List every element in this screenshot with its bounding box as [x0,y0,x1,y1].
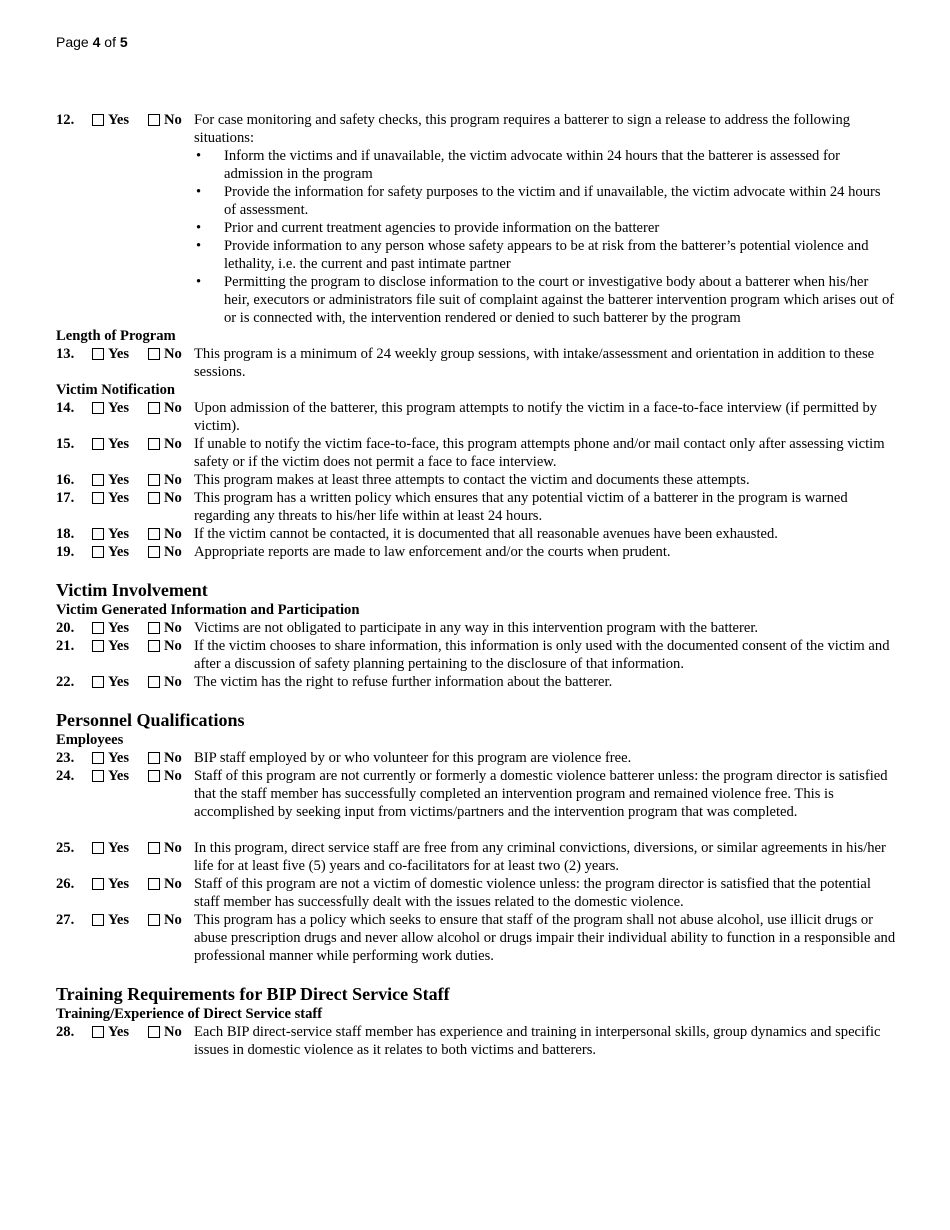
page-current: 4 [92,34,101,50]
yes-checkbox[interactable] [92,842,104,854]
no-label: No [164,472,182,488]
no-label: No [164,768,182,784]
no-checkbox[interactable] [148,528,160,540]
no-option[interactable] [148,619,182,637]
yes-checkbox[interactable] [92,492,104,504]
question-text: Staff of this program are not currently or formerly a domestic violence batterer unless: the program director is satisfied that the staff member has successfully completed an intervention program and remained violence free. This is accomplished by seeking input from victims/partners and the intervention program that was completed. [194,768,888,820]
yes-checkbox[interactable] [92,438,104,450]
question-26 [56,875,896,911]
no-label: No [164,620,182,636]
question-text: If the victim chooses to share information, this information is only used with the documented consent of the victim and after a discussion of safety planning pertaining to the disclosure of that information. [194,638,890,672]
yes-label: Yes [108,544,130,560]
yes-option[interactable] [92,489,148,507]
yes-no-options [92,839,194,857]
document-body [56,111,896,1059]
list-item: • Prior and current treatment agencies to provide information on the batterer [194,219,896,237]
yes-no-options [92,637,194,655]
question-number: 22. [56,674,75,690]
no-option[interactable] [148,839,182,857]
section-training-requirements: Training Requirements for BIP Direct Service Staff [56,984,450,1004]
question-number: 12. [56,112,75,128]
no-label: No [164,436,182,452]
question-text: This program has a policy which seeks to ensure that staff of the program shall not abuse alcohol, use illicit drugs or abuse prescription drugs and never allow alcohol or drugs impair their individual ability to function in a responsible and professional manner while performing work duties. [194,912,896,964]
yes-no-options [92,767,194,785]
question-text: Each BIP direct-service staff member has experience and training in interpersonal skills, group dynamics and specific issues in domestic violence as it relates to both victims and batterers. [194,1024,881,1058]
yes-label: Yes [108,346,130,362]
yes-label: Yes [108,876,130,892]
yes-no-options [92,875,194,893]
no-option[interactable] [148,673,182,691]
yes-no-options [92,911,194,929]
spacer [56,561,896,579]
question-25 [56,839,896,875]
list-item: • Provide information to any person whose safety appears to be at risk from the batterer’s potential violence and lethality, i.e. the current and past intimate partner [194,237,896,273]
page-word: Page [56,34,89,50]
yes-option[interactable] [92,749,148,767]
yes-option[interactable] [92,767,148,785]
yes-checkbox[interactable] [92,114,104,126]
yes-label: Yes [108,490,130,506]
list-item: • Provide the information for safety purposes to the victim and if unavailable, the victim advocate within 24 hours of assessment. [194,183,896,219]
yes-option[interactable] [92,111,148,129]
question-18 [56,525,896,543]
page-number [56,34,128,50]
yes-no-options [92,749,194,767]
no-option[interactable] [148,1023,182,1041]
no-option[interactable] [148,399,182,417]
yes-checkbox[interactable] [92,348,104,360]
no-checkbox[interactable] [148,676,160,688]
yes-checkbox[interactable] [92,528,104,540]
no-checkbox[interactable] [148,438,160,450]
no-label: No [164,544,182,560]
section-length-of-program: Length of Program [56,328,176,344]
yes-label: Yes [108,620,130,636]
yes-checkbox[interactable] [92,752,104,764]
no-option[interactable] [148,471,182,489]
question-14 [56,399,896,435]
yes-checkbox[interactable] [92,622,104,634]
yes-option[interactable] [92,875,148,893]
question-text: This program makes at least three attempts to contact the victim and documents these attempts. [194,472,750,488]
yes-checkbox[interactable] [92,640,104,652]
no-label: No [164,840,182,856]
yes-checkbox[interactable] [92,770,104,782]
question-19 [56,543,896,561]
question-15 [56,435,896,471]
no-checkbox[interactable] [148,546,160,558]
no-label: No [164,638,182,654]
yes-no-options [92,399,194,417]
question-13 [56,345,896,381]
no-option[interactable] [148,111,182,129]
yes-label: Yes [108,768,130,784]
no-checkbox[interactable] [148,878,160,890]
question-number: 17. [56,490,75,506]
no-option[interactable] [148,911,182,929]
yes-label: Yes [108,912,130,928]
yes-option[interactable] [92,525,148,543]
no-option[interactable] [148,767,182,785]
yes-no-options [92,673,194,691]
no-checkbox[interactable] [148,1026,160,1038]
no-label: No [164,750,182,766]
question-number: 23. [56,750,75,766]
yes-label: Yes [108,1024,130,1040]
no-checkbox[interactable] [148,622,160,634]
yes-option[interactable] [92,471,148,489]
page-total: 5 [119,34,128,50]
no-option[interactable] [148,489,182,507]
spacer [56,965,896,983]
yes-checkbox[interactable] [92,402,104,414]
section-training-experience: Training/Experience of Direct Service staff [56,1006,323,1022]
no-checkbox[interactable] [148,114,160,126]
no-checkbox[interactable] [148,914,160,926]
question-28 [56,1023,896,1059]
yes-option[interactable] [92,637,148,655]
yes-label: Yes [108,400,130,416]
question-text [194,111,896,327]
question-number: 18. [56,526,75,542]
yes-no-options [92,345,194,363]
question-text: This program has a written policy which ensures that any potential victim of a batterer in the program is warned regarding any threats to his/her life within at least 24 hours. [194,490,848,524]
release-situations-list [194,147,896,327]
yes-option[interactable] [92,543,148,561]
yes-no-options [92,435,194,453]
yes-checkbox[interactable] [92,546,104,558]
no-label: No [164,674,182,690]
no-checkbox[interactable] [148,492,160,504]
question-number: 14. [56,400,75,416]
question-text: In this program, direct service staff are free from any criminal convictions, diversions, or similar agreements in his/her life for at least five (5) years and co-facilitators for at least two (2) years. [194,840,886,874]
no-checkbox[interactable] [148,474,160,486]
yes-no-options [92,111,194,129]
yes-label: Yes [108,750,130,766]
yes-option[interactable] [92,619,148,637]
yes-label: Yes [108,436,130,452]
question-20 [56,619,896,637]
question-number: 15. [56,436,75,452]
question-16 [56,471,896,489]
no-option[interactable] [148,525,182,543]
yes-label: Yes [108,674,130,690]
list-item: • Permitting the program to disclose information to the court or investigative body about a batterer when his/her heir, executors or administrators file suit of complaint against the batterer intervention program which arises out of or is connected with, the intervention rendered or denied to such batterer by the program [194,273,896,327]
no-label: No [164,912,182,928]
yes-no-options [92,489,194,507]
yes-label: Yes [108,638,130,654]
section-victim-involvement: Victim Involvement [56,580,208,600]
question-number: 16. [56,472,75,488]
yes-checkbox[interactable] [92,914,104,926]
question-27 [56,911,896,965]
yes-no-options [92,471,194,489]
question-number: 19. [56,544,75,560]
yes-option[interactable] [92,839,148,857]
question-number: 27. [56,912,75,928]
yes-label: Yes [108,472,130,488]
no-option[interactable] [148,543,182,561]
no-option[interactable] [148,875,182,893]
no-option[interactable] [148,345,182,363]
yes-option[interactable] [92,673,148,691]
yes-no-options [92,1023,194,1041]
question-21 [56,637,896,673]
page-of: of [104,34,116,50]
spacer [56,691,896,709]
no-option[interactable] [148,749,182,767]
question-24 [56,767,896,821]
question-12 [56,111,896,327]
no-label: No [164,526,182,542]
yes-no-options [92,525,194,543]
question-text: Appropriate reports are made to law enforcement and/or the courts when prudent. [194,544,671,560]
no-label: No [164,112,182,128]
question-23 [56,749,896,767]
yes-checkbox[interactable] [92,676,104,688]
spacer [56,821,896,839]
no-label: No [164,1024,182,1040]
no-option[interactable] [148,435,182,453]
list-item: • Inform the victims and if unavailable, the victim advocate within 24 hours that the batterer is assessed for admission in the program [194,147,896,183]
yes-checkbox[interactable] [92,878,104,890]
yes-checkbox[interactable] [92,1026,104,1038]
section-victim-generated-information: Victim Generated Information and Participation [56,602,360,618]
yes-option[interactable] [92,911,148,929]
question-text: Upon admission of the batterer, this program attempts to notify the victim in a face-to-face interview (if permitted by victim). [194,400,878,434]
question-number: 28. [56,1024,75,1040]
question-number: 20. [56,620,75,636]
yes-option[interactable] [92,435,148,453]
question-text: If the victim cannot be contacted, it is documented that all reasonable avenues have been exhausted. [194,526,778,542]
question-text: The victim has the right to refuse further information about the batterer. [194,674,613,690]
question-number: 26. [56,876,75,892]
no-checkbox[interactable] [148,640,160,652]
no-checkbox[interactable] [148,842,160,854]
no-checkbox[interactable] [148,770,160,782]
yes-label: Yes [108,526,130,542]
question-text: If unable to notify the victim face-to-face, this program attempts phone and/or mail contact only after assessing victim safety or if the victim does not permit a face to face interview. [194,436,885,470]
no-checkbox[interactable] [148,402,160,414]
yes-option[interactable] [92,345,148,363]
no-checkbox[interactable] [148,348,160,360]
section-employees: Employees [56,732,124,748]
yes-no-options [92,619,194,637]
question-text: BIP staff employed by or who volunteer for this program are violence free. [194,750,632,766]
question-number: 25. [56,840,75,856]
question-text: This program is a minimum of 24 weekly group sessions, with intake/assessment and orientation in addition to these sessions. [194,346,875,380]
no-option[interactable] [148,637,182,655]
question-22 [56,673,896,691]
yes-label: Yes [108,112,130,128]
yes-checkbox[interactable] [92,474,104,486]
yes-no-options [92,543,194,561]
no-label: No [164,346,182,362]
question-number: 24. [56,768,75,784]
section-personnel-qualifications: Personnel Qualifications [56,710,245,730]
question-number: 21. [56,638,75,654]
question-text: Victims are not obligated to participate in any way in this intervention program with the batterer. [194,620,759,636]
no-checkbox[interactable] [148,752,160,764]
yes-option[interactable] [92,399,148,417]
question-text: Staff of this program are not a victim of domestic violence unless: the program director is satisfied that the potential staff member has successfully dealt with the issues related to the domestic violence. [194,876,871,910]
yes-option[interactable] [92,1023,148,1041]
no-label: No [164,876,182,892]
question-12-intro: For case monitoring and safety checks, this program requires a batterer to sign a release to address the following situations: [194,112,851,146]
section-victim-notification: Victim Notification [56,382,176,398]
no-label: No [164,400,182,416]
no-label: No [164,490,182,506]
yes-label: Yes [108,840,130,856]
question-number: 13. [56,346,75,362]
question-17 [56,489,896,525]
